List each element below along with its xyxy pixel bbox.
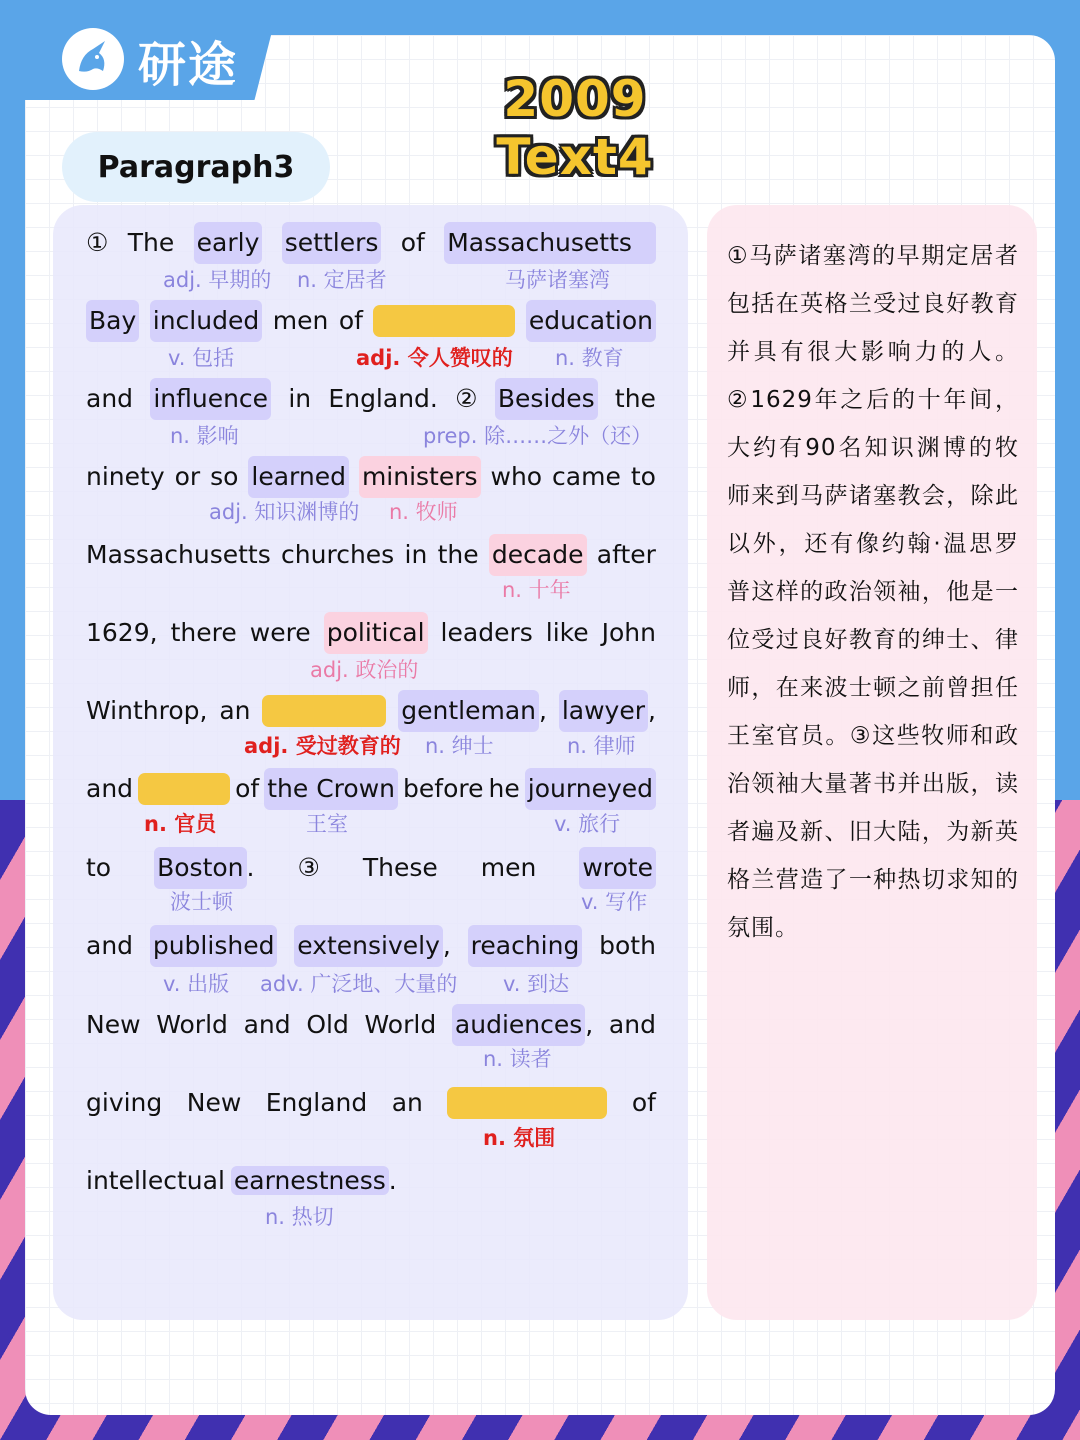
word: 1629,: [86, 618, 158, 647]
text-line-4: [86, 456, 656, 498]
word: so: [210, 462, 239, 491]
punctuation: ,: [442, 931, 451, 960]
gloss: adv. 广泛地、大量的: [260, 972, 458, 996]
word: who: [490, 462, 543, 491]
gloss: n. 读者: [483, 1047, 552, 1071]
gloss: v. 写作: [581, 890, 648, 914]
gloss: v. 到达: [503, 972, 570, 996]
word: The: [127, 228, 175, 257]
vocab-word: wrote: [579, 847, 656, 889]
word: and: [86, 774, 134, 803]
text-line-5: [86, 534, 656, 576]
word: after: [596, 540, 656, 569]
word: giving: [86, 1088, 163, 1117]
unicorn-logo-icon: [62, 28, 124, 90]
word-group: [398, 690, 547, 732]
punctuation: ,: [585, 1010, 594, 1039]
word: Massachusetts: [86, 540, 271, 569]
vocab-word: included: [150, 300, 262, 342]
vocab-word: political: [324, 612, 428, 654]
vocab-word: learned: [248, 456, 349, 498]
vocab-word: gentleman: [398, 690, 539, 732]
vocab-word: influence: [150, 378, 271, 420]
text-line-1: [86, 222, 656, 264]
gloss: n. 绅士: [425, 734, 494, 758]
gloss: adj. 知识渊博的: [209, 500, 360, 524]
vocab-word: education: [526, 300, 656, 342]
word: or: [174, 462, 201, 491]
word-group: [452, 1004, 593, 1046]
word: World: [364, 1010, 437, 1039]
vocab-word: Bay: [86, 300, 139, 342]
text-line-9: [86, 847, 656, 889]
word: Winthrop,: [86, 696, 208, 725]
vocab-word: extensively: [294, 925, 443, 967]
gloss: n. 教育: [555, 346, 624, 370]
word: were: [249, 618, 311, 647]
blank-answer-hint: adj. 令人赞叹的: [356, 346, 513, 370]
word: in: [288, 384, 312, 413]
word: and: [86, 384, 134, 413]
punctuation: ,: [539, 696, 547, 725]
gloss: n. 热切: [265, 1205, 334, 1229]
word: of: [631, 1088, 656, 1117]
word-group: [294, 925, 451, 967]
gloss: prep. 除……之外（还）: [423, 424, 653, 448]
word: leaders: [440, 618, 533, 647]
vocab-word: journeyed: [525, 768, 656, 810]
vocab-word: decade: [489, 534, 587, 576]
vocab-word: Massachusetts: [444, 222, 656, 264]
vocab-word: ministers: [359, 456, 481, 498]
word: to: [86, 853, 112, 882]
word: both: [599, 931, 656, 960]
word: ②: [455, 384, 478, 413]
vocab-word: reaching: [468, 925, 583, 967]
word: before: [403, 774, 484, 803]
vocab-word: Besides: [495, 378, 598, 420]
text-line-6: [86, 612, 656, 654]
gloss: 波士顿: [170, 890, 233, 914]
gloss: v. 包括: [168, 346, 235, 370]
word: England: [265, 1088, 368, 1117]
word-group: [154, 847, 254, 889]
gloss: 王室: [306, 812, 348, 836]
word: New: [186, 1088, 242, 1117]
word: ①: [86, 228, 109, 257]
page-title: 2009 Text4: [496, 70, 654, 186]
paragraph-label: Paragraph3: [62, 132, 330, 202]
text-line-13: [86, 1160, 656, 1202]
gloss: n. 牧师: [389, 500, 458, 524]
word: and: [243, 1010, 291, 1039]
fill-in-blank: [262, 695, 386, 727]
word: churches: [281, 540, 395, 569]
gloss: adj. 政治的: [310, 658, 419, 682]
gloss: v. 出版: [163, 972, 230, 996]
word: there: [170, 618, 237, 647]
vocab-word: settlers: [282, 222, 382, 264]
text-line-3: [86, 378, 656, 420]
text-line-11: [86, 1004, 656, 1046]
word: ninety: [86, 462, 165, 491]
gloss: n. 定居者: [297, 268, 387, 292]
punctuation: .: [388, 1166, 397, 1195]
vocab-word: early: [194, 222, 263, 264]
chinese-translation: ①马萨诸塞湾的早期定居者包括在英格兰受过良好教育并具有很大影响力的人。②1629年之后的十年间，大约有90名知识渊博的牧师来到马萨诸塞教会，除此以外，还有像约翰·温思罗普这样的政治领袖，他是一位受过良好教育的绅士、律师，在来波士顿之前曾担任王室官员。③这些牧师和政治领袖大量著书并出版，读者遍及新、旧大陆，为新英格兰营造了一种热切求知的氛围。: [727, 243, 1019, 941]
english-text-panel: [53, 205, 688, 1320]
word: and: [608, 1010, 656, 1039]
word: men: [272, 306, 329, 335]
vocab-word: earnestness: [231, 1166, 389, 1195]
vocab-word: Boston: [154, 847, 246, 889]
punctuation: .: [246, 853, 255, 882]
gloss: 马萨诸塞湾: [505, 268, 610, 292]
word: intellectual: [86, 1166, 225, 1195]
text-line-7: [86, 690, 656, 732]
word: the: [437, 540, 479, 569]
word: an: [219, 696, 251, 725]
word: ③: [297, 853, 320, 882]
word: came: [552, 462, 621, 491]
fill-in-blank: [447, 1087, 607, 1119]
vocab-word: the Crown: [264, 768, 398, 810]
gloss: n. 影响: [170, 424, 239, 448]
word: John: [601, 618, 656, 647]
word: the: [614, 384, 656, 413]
text-line-10: [86, 925, 656, 967]
word: of: [235, 774, 260, 803]
word: These: [362, 853, 438, 882]
word: of: [338, 306, 363, 335]
word-group: [559, 690, 656, 732]
gloss: n. 十年: [502, 578, 571, 602]
word: men: [480, 853, 537, 882]
vocab-word: lawyer: [559, 690, 648, 732]
blank-answer-hint: n. 氛围: [483, 1126, 556, 1150]
text-line-2: [86, 300, 656, 342]
word: and: [86, 931, 134, 960]
text-line-8: [86, 768, 656, 810]
word: England.: [328, 384, 438, 413]
vocab-word: audiences: [452, 1004, 585, 1046]
word: to: [630, 462, 656, 491]
word: New: [86, 1010, 141, 1039]
text-line-12: [86, 1082, 656, 1124]
word: he: [488, 774, 520, 803]
fill-in-blank: [138, 773, 230, 805]
word: Old: [306, 1010, 349, 1039]
word: of: [400, 228, 425, 257]
word: in: [404, 540, 428, 569]
brand-name: 研途: [138, 37, 239, 93]
blank-answer-hint: n. 官员: [144, 812, 217, 836]
blank-answer-hint: adj. 受过教育的: [244, 734, 401, 758]
gloss: n. 律师: [567, 734, 636, 758]
vocab-word: published: [150, 925, 278, 967]
gloss: v. 旅行: [554, 812, 621, 836]
fill-in-blank: [373, 305, 515, 337]
word: an: [391, 1088, 423, 1117]
word: World: [156, 1010, 228, 1039]
gloss: adj. 早期的: [163, 268, 272, 292]
word: like: [545, 618, 589, 647]
punctuation: ,: [648, 696, 656, 725]
